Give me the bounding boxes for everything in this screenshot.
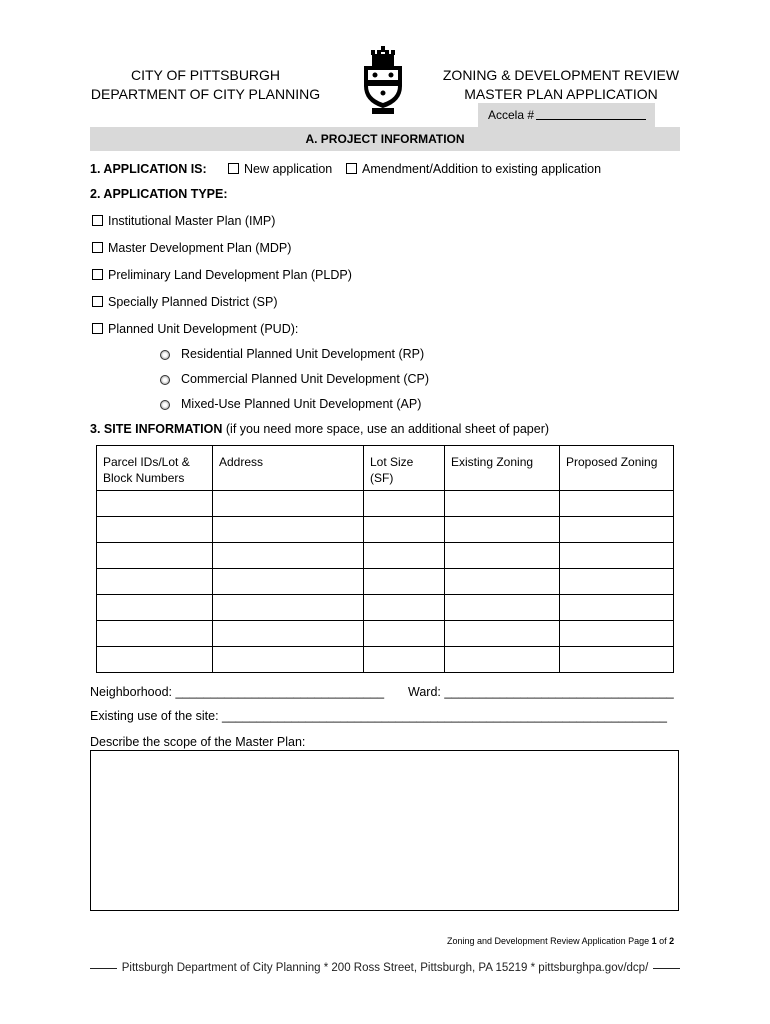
type-option-pud[interactable] [92, 321, 298, 337]
department-name: DEPARTMENT OF CITY PLANNING [90, 86, 321, 102]
table-cell[interactable] [364, 621, 445, 647]
type-option-pldp[interactable] [92, 267, 352, 283]
amendment-label: Amendment/Addition to existing application [362, 162, 602, 176]
table-cell[interactable] [560, 491, 674, 517]
existing-use-field[interactable]: Existing use of the site: ________________________________________________________________ [90, 709, 667, 723]
table-cell[interactable] [213, 595, 364, 621]
table-cell[interactable] [560, 621, 674, 647]
table-cell[interactable] [364, 491, 445, 517]
section-a-title: A. PROJECT INFORMATION [90, 127, 680, 151]
imp-checkbox[interactable] [92, 215, 103, 226]
footer-rule-right [653, 968, 680, 969]
application-is-label: 1. APPLICATION IS: [90, 162, 207, 176]
sp-checkbox[interactable] [92, 296, 103, 307]
city-seal-icon [358, 46, 408, 116]
application-type-label: 2. APPLICATION TYPE: [90, 187, 228, 201]
agency-header [88, 66, 323, 104]
table-cell[interactable] [97, 595, 213, 621]
table-cell[interactable] [560, 647, 674, 673]
form-header [440, 66, 682, 104]
column-parcel-ids: Parcel IDs/Lot & Block Numbers [97, 446, 213, 491]
accela-label: Accela # [488, 108, 535, 122]
ward-field[interactable]: Ward: _________________________________ [408, 685, 674, 699]
new-application-label: New application [244, 162, 333, 176]
table-cell[interactable] [97, 647, 213, 673]
new-application-option[interactable] [228, 161, 332, 177]
site-information-heading [90, 421, 549, 437]
table-cell[interactable] [364, 569, 445, 595]
accela-blank-line[interactable] [536, 106, 646, 120]
city-name: CITY OF PITTSBURGH [130, 67, 281, 83]
table-row [97, 621, 674, 647]
rp-label: Residential Planned Unit Development (RP) [181, 347, 425, 361]
pud-option-ap[interactable] [160, 396, 421, 412]
type-option-imp[interactable] [92, 213, 275, 229]
table-cell[interactable] [560, 569, 674, 595]
pldp-label: Preliminary Land Development Plan (PLDP) [108, 268, 352, 282]
column-proposed-zoning: Proposed Zoning [560, 446, 674, 491]
scope-textarea[interactable] [90, 750, 679, 911]
table-cell[interactable] [560, 517, 674, 543]
table-cell[interactable] [560, 543, 674, 569]
page-total: 2 [669, 936, 675, 946]
mdp-label: Master Development Plan (MDP) [108, 241, 292, 255]
scope-label: Describe the scope of the Master Plan: [90, 735, 306, 749]
type-option-mdp[interactable] [92, 240, 291, 256]
table-cell[interactable] [445, 517, 560, 543]
table-cell[interactable] [213, 543, 364, 569]
new-application-checkbox[interactable] [228, 163, 239, 174]
rp-radio[interactable] [160, 350, 170, 360]
table-row [97, 569, 674, 595]
table-cell[interactable] [97, 569, 213, 595]
table-cell[interactable] [97, 491, 213, 517]
pud-option-rp[interactable] [160, 346, 424, 362]
column-existing-zoning: Existing Zoning [445, 446, 560, 491]
footer-address: Pittsburgh Department of City Planning * 200 Ross Street, Pittsburgh, PA 15219 * pittsburghpa.gov/dcp/ [121, 962, 649, 974]
table-cell[interactable] [364, 543, 445, 569]
site-information-label: 3. SITE INFORMATION [90, 422, 223, 436]
neighborhood-field[interactable]: Neighborhood: ______________________________ [90, 685, 385, 699]
table-cell[interactable] [445, 569, 560, 595]
pud-option-cp[interactable] [160, 371, 429, 387]
table-cell[interactable] [213, 621, 364, 647]
table-cell[interactable] [213, 491, 364, 517]
accela-number-field[interactable] [478, 103, 655, 127]
page-current: 1 [651, 936, 657, 946]
table-row [97, 543, 674, 569]
table-cell[interactable] [445, 491, 560, 517]
table-cell[interactable] [364, 595, 445, 621]
ap-label: Mixed-Use Planned Unit Development (AP) [181, 397, 422, 411]
amendment-checkbox[interactable] [346, 163, 357, 174]
table-cell[interactable] [97, 621, 213, 647]
mdp-checkbox[interactable] [92, 242, 103, 253]
table-row [97, 595, 674, 621]
table-cell[interactable] [97, 517, 213, 543]
cp-radio[interactable] [160, 375, 170, 385]
ap-radio[interactable] [160, 400, 170, 410]
table-cell[interactable] [445, 621, 560, 647]
column-lot-size: Lot Size (SF) [364, 446, 445, 491]
table-cell[interactable] [445, 595, 560, 621]
table-cell[interactable] [364, 517, 445, 543]
form-title: MASTER PLAN APPLICATION [464, 86, 658, 102]
site-information-note: (if you need more space, use an additional sheet of paper) [222, 422, 550, 436]
page-of: of [656, 936, 670, 946]
footer-rule-left [90, 968, 117, 969]
page-number [447, 936, 674, 946]
table-cell[interactable] [97, 543, 213, 569]
amendment-option[interactable] [346, 161, 601, 177]
table-row [97, 517, 674, 543]
site-information-table [96, 445, 674, 673]
sp-label: Specially Planned District (SP) [108, 295, 278, 309]
imp-label: Institutional Master Plan (IMP) [108, 214, 276, 228]
table-row [97, 491, 674, 517]
table-cell[interactable] [213, 647, 364, 673]
table-cell[interactable] [445, 543, 560, 569]
table-cell[interactable] [364, 647, 445, 673]
table-cell[interactable] [560, 595, 674, 621]
table-cell[interactable] [213, 569, 364, 595]
footer-address-bar [90, 962, 680, 974]
pud-checkbox[interactable] [92, 323, 103, 334]
pldp-checkbox[interactable] [92, 269, 103, 280]
table-row [97, 647, 674, 673]
table-header-row [97, 446, 674, 491]
pud-label: Planned Unit Development (PUD): [108, 322, 299, 336]
cp-label: Commercial Planned Unit Development (CP) [181, 372, 430, 386]
form-department-title: ZONING & DEVELOPMENT REVIEW [442, 67, 680, 83]
table-cell[interactable] [445, 647, 560, 673]
type-option-sp[interactable] [92, 294, 278, 310]
column-address: Address [213, 446, 364, 491]
page-prefix: Zoning and Development Review Application Page [447, 936, 652, 946]
table-cell[interactable] [213, 517, 364, 543]
